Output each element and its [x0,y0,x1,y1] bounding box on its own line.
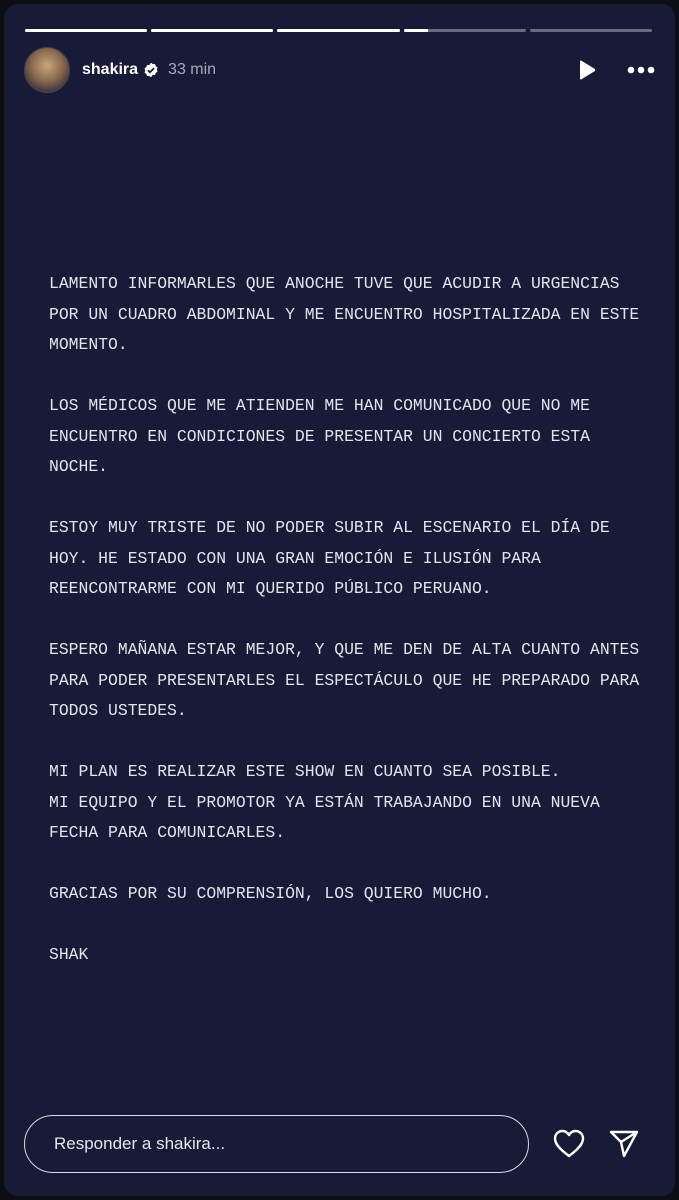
progress-fill [277,29,399,32]
reply-placeholder: Responder a shakira... [54,1134,226,1153]
progress-segment [530,29,652,32]
text-line: HOY. HE ESTADO CON UNA GRAN EMOCIÓN E ILUSIÓN PARA [49,548,541,568]
story-progress [25,29,652,32]
progress-fill [151,29,273,32]
text-line: ESPERO MAÑANA ESTAR MEJOR, Y QUE ME DEN DE ALTA CUANTO ANTES [49,640,640,659]
avatar[interactable] [24,47,70,93]
progress-segment [151,29,273,32]
username[interactable]: shakira [82,61,139,78]
text-line: MI EQUIPO Y EL PROMOTOR YA ESTÁN TRABAJANDO EN UNA NUEVA [49,792,600,812]
text-line: SHAK [49,945,89,964]
play-icon[interactable] [577,59,597,81]
progress-segment [277,29,399,32]
text-line: PARA PODER PRESENTARLES EL ESPECTÁCULO QUE HE PREPARADO PARA [49,670,640,690]
story-header [24,48,655,92]
story-card [4,4,675,1196]
text-line: POR UN CUADRO ABDOMINAL Y ME ENCUENTRO HOSPITALIZADA EN ESTE [49,304,640,324]
reply-bar [24,1113,655,1175]
text-line [49,910,639,941]
post-time: 33 min [168,61,217,78]
text-line [49,605,639,636]
text-line: MI PLAN ES REALIZAR ESTE SHOW EN CUANTO SEA POSIBLE. [49,762,561,781]
text-line: ENCUENTRO EN CONDICIONES DE PRESENTAR UN CONCIERTO ESTA [49,426,590,446]
text-line [49,727,639,758]
text-line: NOCHE. [49,457,109,476]
text-line [49,483,639,514]
progress-fill [404,29,428,32]
more-icon[interactable] [627,66,655,74]
reply-input[interactable] [24,1115,529,1173]
send-icon[interactable] [609,1129,639,1159]
progress-segment [25,29,147,32]
text-line: GRACIAS POR SU COMPRENSIÓN, LOS QUIERO MUCHO. [49,884,492,903]
text-line: FECHA PARA COMUNICARLES. [49,823,286,842]
story-text [49,269,639,971]
text-line: REENCONTRARME CON MI QUERIDO PÚBLICO PERUANO. [49,579,492,598]
text-line: TODOS USTEDES. [49,701,187,720]
heart-icon[interactable] [553,1129,585,1159]
verified-badge-icon [143,62,159,78]
progress-fill [25,29,147,32]
text-line: ESTOY MUY TRISTE DE NO PODER SUBIR AL ESCENARIO EL DÍA DE [49,518,610,537]
text-line: MOMENTO. [49,335,128,354]
text-line [49,361,639,392]
progress-segment [404,29,526,32]
text-line: LAMENTO INFORMARLES QUE ANOCHE TUVE QUE ACUDIR A URGENCIAS [49,274,620,293]
text-line [49,849,639,880]
text-line: LOS MÉDICOS QUE ME ATIENDEN ME HAN COMUNICADO QUE NO ME [49,396,590,415]
